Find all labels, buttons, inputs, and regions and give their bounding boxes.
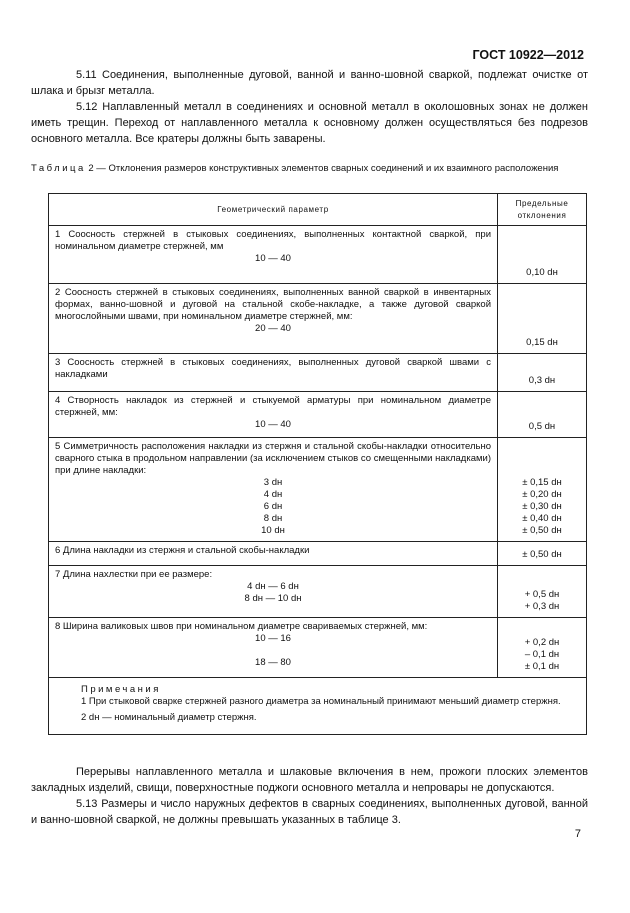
paragraph-5-12: 5.12 Наплавленный металл в соединениях и основной металл в околошовных зонах не должен иметь трещин. Переход от наплавленного металла к основному должен осуществляться без подрезов основного металла. Все кратеры должны быть заварены. [31, 101, 588, 145]
row-1-text: 1 Соосность стержней в стыковых соединениях, выполненных контактной сваркой, при номинальном диаметре стержней, мм [55, 229, 491, 252]
row-5-deviation-5: ± 0,50 dн [522, 525, 562, 536]
table-notes-row [49, 678, 587, 735]
row-7-deviation-2: + 0,3 dн [524, 601, 560, 612]
row-7-size-1: 4 dн — 6 dн [247, 581, 299, 592]
row-4-range: 10 — 40 [255, 419, 291, 430]
row-5-length-5: 10 dн [261, 525, 285, 536]
table-caption-text: 2 — Отклонения размеров конструктивных элементов сварных соединений и их взаимного расположения [85, 163, 559, 174]
row-1-deviation: 0,10 dн [498, 226, 587, 284]
row-4-deviation: 0,5 dн [498, 392, 587, 438]
document-header: ГОСТ 10922—2012 [472, 48, 584, 62]
table-caption-label: Таблица [31, 163, 86, 174]
row-2-deviation: 0,15 dн [498, 284, 587, 354]
paragraph-5-13: 5.13 Размеры и число наружных дефектов в сварных соединениях, выполненных дуговой, ванной и ванно-шовной сваркой, не должны превышать указанных в таблице 3. [31, 798, 588, 826]
table-row [49, 284, 587, 354]
row-5-deviation-1: ± 0,15 dн [522, 477, 562, 488]
table-row [49, 226, 587, 284]
table-caption [31, 162, 588, 175]
header-geometric-parameter: Геометрический параметр [49, 194, 498, 226]
notes-title: Примечания [81, 684, 161, 695]
row-1-range: 10 — 40 [255, 253, 291, 264]
table-header-row [49, 194, 587, 226]
page-number: 7 [574, 828, 581, 840]
table-row [49, 392, 587, 438]
paragraph-5-11: 5.11 Соединения, выполненные дуговой, ванной и ванно-шовной сваркой, подлежат очистке от шлака и брызг металла. [31, 69, 588, 97]
table-row [49, 438, 587, 542]
row-3-text: 3 Соосность стержней в стыковых соединениях, выполненных дуговой сваркой швами с накладками [55, 357, 491, 380]
row-5-deviation-2: ± 0,20 dн [522, 489, 562, 500]
table-row [49, 542, 587, 566]
row-5-deviation-4: ± 0,40 dн [522, 513, 562, 524]
row-4-text: 4 Створность накладок из стержней и стыкуемой арматуры при номинальном диаметре стержней, мм: [55, 395, 491, 418]
row-8-text: 8 Ширина валиковых швов при номинальном диаметре свариваемых стержней, мм: [55, 621, 428, 632]
row-7-deviation-1: + 0,5 dн [524, 589, 560, 600]
row-8-range-1: 10 — 16 [255, 633, 291, 644]
row-3-deviation: 0,3 dн [498, 354, 587, 392]
row-6-text: 6 Длина накладки из стержня и стальной скобы-накладки [55, 545, 310, 556]
row-8-range-2: 18 — 80 [255, 657, 291, 668]
header-limit-deviations: Предельные отклонения [498, 194, 587, 226]
row-2-text: 2 Соосность стержней в стыковых соединениях, выполненных ванной сваркой в инвентарных формах, ванно-шовной и дуговой на стальной скобе-накладке, а также дуговой сваркой многослойными швами, при номинальном диаметре стержней, мм: [55, 287, 491, 322]
note-2: 2 dн — номинальный диаметр стержня. [81, 712, 257, 723]
row-7-text: 7 Длина нахлестки при ее размере: [55, 569, 213, 580]
deviation-table [48, 193, 587, 735]
table-row [49, 618, 587, 678]
row-5-deviation-3: ± 0,30 dн [522, 501, 562, 512]
row-2-range: 20 — 40 [255, 323, 291, 334]
row-5-length-1: 3 dн [263, 477, 283, 488]
row-5-length-4: 8 dн [263, 513, 283, 524]
row-5-text: 5 Симметричность расположения накладки из стержня и стальной скобы-накладки относительно сварного стыка в продольном направлении (за исключением стыков со смещенными накладками) при длине накладки: [55, 441, 491, 476]
row-5-length-3: 6 dн [263, 501, 283, 512]
note-1: 1 При стыковой сварке стержней разного диаметра за номинальный принимают меньший диаметр стержня. [81, 696, 561, 707]
table-row [49, 354, 587, 392]
table-row [49, 566, 587, 618]
row-7-size-2: 8 dн — 10 dн [244, 593, 302, 604]
row-8-deviation-3: ± 0,1 dн [524, 661, 560, 672]
row-8-deviation-2: – 0,1 dн [524, 649, 560, 660]
row-8-deviation-1: + 0,2 dн [524, 637, 560, 648]
row-6-deviation: ± 0,50 dн [498, 542, 587, 566]
paragraph-defects: Перерывы наплавленного металла и шлаковые включения в нем, прожоги плоских элементов закладных изделий, свищи, поверхностные поджоги основного металла и непровары не допускаются. [31, 766, 588, 794]
row-5-length-2: 4 dн [263, 489, 283, 500]
